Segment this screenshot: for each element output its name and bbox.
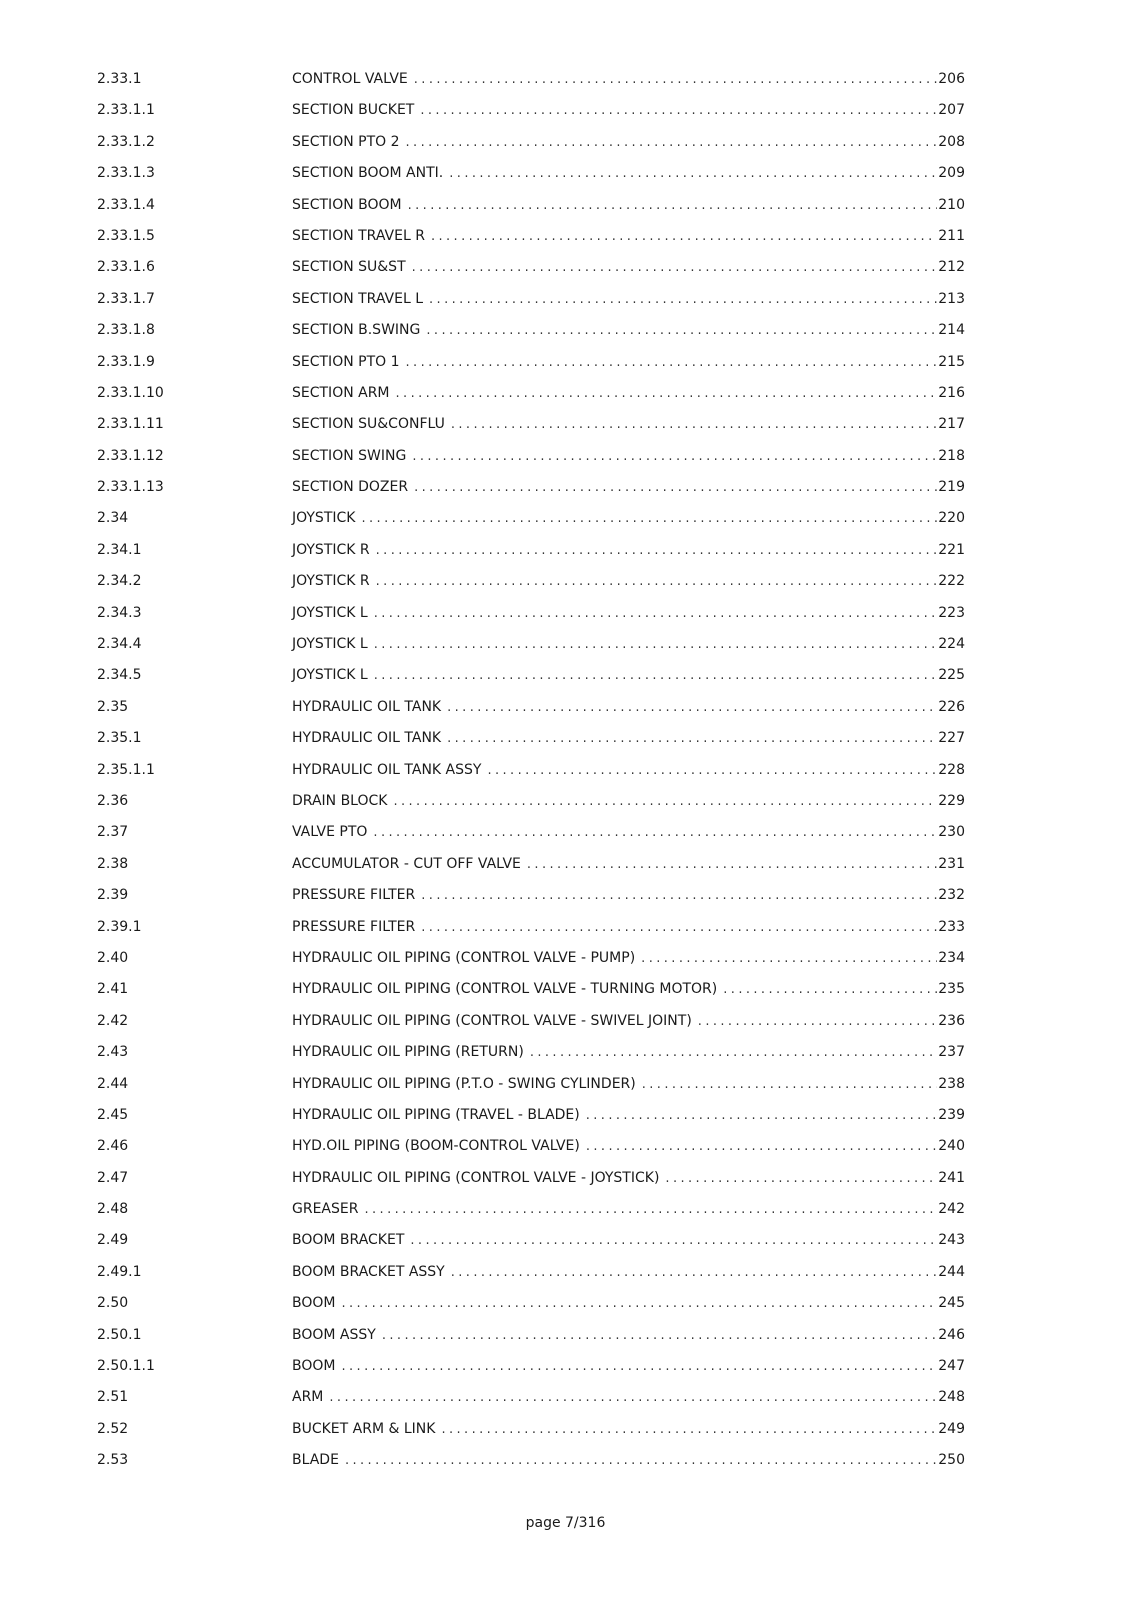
toc-section-title: SECTION TRAVEL L: [292, 290, 423, 307]
toc-page-number: 231: [938, 855, 965, 872]
toc-section-number: 2.33.1.12: [97, 447, 164, 464]
toc-row[interactable]: [0, 660, 1131, 691]
toc-entry-line: [292, 133, 965, 152]
toc-entry-line: [292, 164, 965, 183]
toc-row[interactable]: [0, 190, 1131, 221]
dot-leader: [665, 1170, 937, 1188]
toc-row[interactable]: [0, 849, 1131, 880]
toc-section-number: 2.38: [97, 855, 129, 872]
toc-entry-line: [292, 258, 965, 277]
toc-page-number: 235: [938, 981, 965, 998]
toc-section-number: 2.33.1: [97, 71, 142, 87]
toc-section-title: BOOM: [292, 1295, 336, 1312]
toc-entry-line: [292, 604, 965, 623]
toc-section-title: JOYSTICK: [292, 510, 356, 527]
toc-entry-line: [292, 447, 965, 466]
toc-row[interactable]: [0, 598, 1131, 629]
toc-section-title: SECTION BUCKET: [292, 102, 415, 119]
toc-row[interactable]: [0, 158, 1131, 189]
toc-page-number: 245: [938, 1295, 965, 1312]
toc-row[interactable]: [0, 1414, 1131, 1445]
dot-leader: [410, 1232, 937, 1250]
toc-section-number: 2.34.3: [97, 604, 142, 621]
dot-leader: [530, 1044, 937, 1062]
toc-entry-line: [292, 1200, 965, 1219]
toc-entry-line: [292, 196, 965, 215]
toc-page-number: 233: [938, 918, 965, 935]
toc-row[interactable]: [0, 1225, 1131, 1256]
toc-row[interactable]: [0, 912, 1131, 943]
toc-entry-line: [292, 1043, 965, 1062]
toc-section-title: SECTION DOZER: [292, 479, 409, 496]
toc-page-number: 226: [938, 698, 965, 715]
toc-row[interactable]: [0, 378, 1131, 409]
dot-leader: [329, 1389, 937, 1407]
toc-entry-line: [292, 855, 965, 874]
toc-section-number: 2.44: [97, 1075, 129, 1092]
toc-row[interactable]: [0, 441, 1131, 472]
dot-leader: [431, 228, 937, 246]
toc-page-number: 228: [938, 761, 965, 778]
dot-leader: [641, 950, 937, 968]
toc-page-number: 227: [938, 730, 965, 747]
toc-page-number: 210: [938, 196, 965, 213]
toc-section-title: HYDRAULIC OIL PIPING (TRAVEL - BLADE): [292, 1106, 580, 1123]
toc-section-title: SECTION ARM: [292, 384, 390, 401]
toc-section-title: JOYSTICK L: [292, 636, 368, 653]
toc-page-number: 224: [938, 636, 965, 653]
toc-row[interactable]: [0, 409, 1131, 440]
table-of-contents: [0, 64, 1131, 1477]
toc-page-number: 242: [938, 1201, 965, 1218]
toc-section-number: 2.50.1.1: [97, 1358, 155, 1375]
dot-leader: [586, 1107, 938, 1125]
toc-entry-line: [292, 1388, 965, 1407]
toc-entry-line: [292, 1169, 965, 1188]
toc-entry-line: [292, 823, 965, 842]
toc-page-number: 238: [938, 1075, 965, 1092]
toc-section-number: 2.43: [97, 1044, 129, 1061]
toc-section-number: 2.53: [97, 1452, 129, 1469]
toc-page-number: 208: [938, 133, 965, 150]
toc-row[interactable]: [0, 1037, 1131, 1068]
toc-entry-line: [292, 101, 965, 120]
toc-entry-line: [292, 509, 965, 528]
toc-row[interactable]: [0, 127, 1131, 158]
toc-section-title: HYDRAULIC OIL TANK: [292, 698, 442, 715]
toc-section-title: BLADE: [292, 1452, 339, 1469]
toc-page-number: 241: [938, 1169, 965, 1186]
toc-section-number: 2.36: [97, 792, 129, 809]
dot-leader: [408, 197, 938, 215]
toc-row[interactable]: [0, 95, 1131, 126]
toc-entry-line: [292, 1137, 965, 1156]
toc-page-number: 223: [938, 604, 965, 621]
dot-leader: [586, 1138, 937, 1156]
toc-section-title: ACCUMULATOR - CUT OFF VALVE: [292, 855, 521, 872]
dot-leader: [429, 291, 937, 309]
toc-page-number: 220: [938, 510, 965, 527]
toc-page-number: 209: [938, 165, 965, 182]
toc-section-number: 2.33.1.2: [97, 133, 155, 150]
toc-row[interactable]: [0, 252, 1131, 283]
toc-entry-line: [292, 1451, 965, 1470]
toc-section-number: 2.34.2: [97, 573, 142, 590]
toc-entry-line: [292, 1326, 965, 1345]
toc-section-title: HYDRAULIC OIL PIPING (CONTROL VALVE - PUMP): [292, 949, 636, 966]
toc-section-number: 2.52: [97, 1420, 129, 1437]
toc-section-title: BOOM: [292, 1358, 336, 1375]
toc-page-number: 225: [938, 667, 965, 684]
toc-entry-line: [292, 290, 965, 309]
dot-leader: [412, 259, 938, 277]
toc-section-number: 2.41: [97, 981, 129, 998]
toc-entry-line: [292, 1106, 965, 1125]
toc-entry-line: [292, 572, 965, 591]
toc-page-number: 250: [938, 1452, 965, 1469]
dot-leader: [374, 605, 938, 623]
toc-section-title: SECTION TRAVEL R: [292, 227, 425, 244]
toc-page-number: 221: [938, 541, 965, 558]
dot-leader: [382, 1327, 937, 1345]
toc-row[interactable]: [0, 786, 1131, 817]
toc-section-number: 2.45: [97, 1106, 129, 1123]
toc-row[interactable]: [0, 817, 1131, 848]
toc-page-number: 232: [938, 887, 965, 904]
toc-section-number: 2.47: [97, 1169, 129, 1186]
toc-page-number: 248: [938, 1389, 965, 1406]
toc-section-title: PRESSURE FILTER: [292, 887, 416, 904]
dot-leader: [441, 1421, 937, 1439]
toc-row[interactable]: [0, 315, 1131, 346]
toc-page-number: 239: [938, 1106, 965, 1123]
toc-section-title: HYDRAULIC OIL PIPING (CONTROL VALVE - JOYSTICK): [292, 1169, 660, 1186]
toc-page-number: 243: [938, 1232, 965, 1249]
toc-entry-line: [292, 698, 965, 717]
dot-leader: [376, 542, 938, 560]
toc-section-number: 2.48: [97, 1201, 129, 1218]
toc-section-title: BUCKET ARM & LINK: [292, 1420, 436, 1437]
toc-entry-line: [292, 1075, 965, 1094]
toc-entry-line: [292, 478, 965, 497]
toc-row[interactable]: [0, 1320, 1131, 1351]
toc-section-title: JOYSTICK R: [292, 573, 370, 590]
toc-entry-line: [292, 1231, 965, 1250]
toc-section-number: 2.34.5: [97, 667, 142, 684]
toc-page-number: 240: [938, 1138, 965, 1155]
toc-section-number: 2.33.1.9: [97, 353, 155, 370]
toc-section-title: SECTION PTO 1: [292, 353, 400, 370]
toc-section-title: HYDRAULIC OIL TANK ASSY: [292, 761, 482, 778]
dot-leader: [406, 134, 938, 152]
dot-leader: [451, 416, 937, 434]
toc-page-number: 237: [938, 1044, 965, 1061]
toc-page-number: 206: [938, 71, 965, 87]
toc-page-number: 247: [938, 1358, 965, 1375]
toc-row[interactable]: [0, 284, 1131, 315]
toc-entry-line: [292, 792, 965, 811]
toc-row[interactable]: [0, 974, 1131, 1005]
toc-entry-line: [292, 761, 965, 780]
toc-page-number: 230: [938, 824, 965, 841]
toc-entry-line: [292, 353, 965, 372]
toc-row[interactable]: [0, 692, 1131, 723]
toc-entry-line: [292, 415, 965, 434]
toc-section-title: SECTION BOOM ANTI.: [292, 165, 444, 182]
toc-section-title: JOYSTICK R: [292, 541, 370, 558]
toc-page-number: 234: [938, 949, 965, 966]
dot-leader: [421, 919, 937, 937]
toc-row[interactable]: [0, 1069, 1131, 1100]
toc-page-number: 217: [938, 416, 965, 433]
toc-section-number: 2.35: [97, 698, 129, 715]
toc-section-number: 2.33.1.11: [97, 416, 164, 433]
page-number-footer: page 7/316: [525, 1515, 606, 1531]
toc-row[interactable]: [0, 1100, 1131, 1131]
dot-leader: [341, 1295, 937, 1313]
toc-page-number: 214: [938, 322, 965, 339]
toc-section-number: 2.33.1.4: [97, 196, 155, 213]
toc-section-number: 2.46: [97, 1138, 129, 1155]
toc-page-number: 229: [938, 792, 965, 809]
toc-entry-line: [292, 729, 965, 748]
toc-section-number: 2.39: [97, 887, 129, 904]
toc-entry-line: [292, 949, 965, 968]
toc-section-number: 2.51: [97, 1389, 129, 1406]
dot-leader: [447, 730, 937, 748]
toc-page-number: 211: [938, 227, 965, 244]
toc-section-number: 2.34.1: [97, 541, 142, 558]
toc-page-number: 207: [938, 102, 965, 119]
toc-section-number: 2.49: [97, 1232, 129, 1249]
toc-row[interactable]: [0, 1194, 1131, 1225]
dot-leader: [527, 856, 937, 874]
dot-leader: [642, 1076, 938, 1094]
toc-row[interactable]: [0, 880, 1131, 911]
toc-entry-line: [292, 886, 965, 905]
toc-row[interactable]: [0, 1382, 1131, 1413]
toc-section-title: JOYSTICK L: [292, 667, 368, 684]
toc-section-title: VALVE PTO: [292, 824, 368, 841]
dot-leader: [373, 824, 937, 842]
toc-section-title: SECTION PTO 2: [292, 133, 400, 150]
toc-section-number: 2.35.1: [97, 730, 142, 747]
dot-leader: [374, 667, 938, 685]
toc-section-title: HYDRAULIC OIL TANK: [292, 730, 442, 747]
toc-row[interactable]: [0, 755, 1131, 786]
toc-section-title: SECTION BOOM: [292, 196, 402, 213]
toc-section-title: HYDRAULIC OIL PIPING (CONTROL VALVE - SWIVEL JOINT): [292, 1012, 692, 1029]
dot-leader: [487, 762, 937, 780]
toc-page-number: 218: [938, 447, 965, 464]
toc-section-title: DRAIN BLOCK: [292, 792, 388, 809]
toc-section-number: 2.33.1.7: [97, 290, 155, 307]
dot-leader: [414, 71, 938, 89]
toc-page-number: 216: [938, 384, 965, 401]
toc-section-title: BOOM BRACKET ASSY: [292, 1263, 445, 1280]
dot-leader: [414, 479, 937, 497]
dot-leader: [451, 1264, 938, 1282]
toc-entry-line: [292, 1012, 965, 1031]
toc-entry-line: [292, 980, 965, 999]
toc-section-number: 2.49.1: [97, 1263, 142, 1280]
toc-row[interactable]: [0, 943, 1131, 974]
toc-section-number: 2.34.4: [97, 636, 142, 653]
toc-entry-line: [292, 1357, 965, 1376]
toc-section-title: SECTION SU&CONFLU: [292, 416, 445, 433]
dot-leader: [420, 102, 937, 120]
toc-row[interactable]: [0, 1163, 1131, 1194]
toc-page-number: 249: [938, 1420, 965, 1437]
toc-section-title: SECTION B.SWING: [292, 322, 421, 339]
toc-row[interactable]: [0, 472, 1131, 503]
toc-section-title: SECTION SU&ST: [292, 259, 406, 276]
toc-entry-line: [292, 1420, 965, 1439]
toc-row[interactable]: [0, 1445, 1131, 1476]
toc-row[interactable]: [0, 629, 1131, 660]
dot-leader: [412, 448, 937, 466]
dot-leader: [341, 1358, 937, 1376]
dot-leader: [698, 1013, 937, 1031]
toc-section-number: 2.37: [97, 824, 129, 841]
toc-row[interactable]: [0, 1131, 1131, 1162]
toc-row[interactable]: [0, 566, 1131, 597]
dot-leader: [396, 385, 938, 403]
dot-leader: [364, 1201, 937, 1219]
toc-page-number: 244: [938, 1263, 965, 1280]
toc-page-number: 219: [938, 479, 965, 496]
toc-section-number: 2.33.1.10: [97, 384, 164, 401]
toc-row[interactable]: [0, 1006, 1131, 1037]
toc-entry-line: [292, 227, 965, 246]
toc-row[interactable]: [0, 1257, 1131, 1288]
dot-leader: [426, 322, 937, 340]
dot-leader: [361, 510, 937, 528]
toc-section-title: HYDRAULIC OIL PIPING (CONTROL VALVE - TURNING MOTOR): [292, 981, 718, 998]
toc-row[interactable]: [0, 64, 1131, 95]
toc-section-title: BOOM BRACKET: [292, 1232, 405, 1249]
toc-section-number: 2.33.1.6: [97, 259, 155, 276]
toc-section-title: HYD.OIL PIPING (BOOM-CONTROL VALVE): [292, 1138, 580, 1155]
toc-row[interactable]: [0, 723, 1131, 754]
toc-section-title: HYDRAULIC OIL PIPING (RETURN): [292, 1044, 524, 1061]
toc-row[interactable]: [0, 535, 1131, 566]
toc-section-number: 2.40: [97, 949, 129, 966]
toc-section-number: 2.33.1.13: [97, 479, 164, 496]
toc-page-number: 236: [938, 1012, 965, 1029]
toc-section-title: GREASER: [292, 1201, 359, 1218]
dot-leader: [345, 1452, 937, 1470]
toc-entry-line: [292, 541, 965, 560]
dot-leader: [374, 636, 938, 654]
toc-section-number: 2.50: [97, 1295, 129, 1312]
toc-page-number: 212: [938, 259, 965, 276]
toc-entry-line: [292, 321, 965, 340]
toc-entry-line: [292, 666, 965, 685]
toc-entry-line: [292, 384, 965, 403]
toc-entry-line: [292, 1294, 965, 1313]
toc-entry-line: [292, 918, 965, 937]
toc-entry-line: [292, 1263, 965, 1282]
dot-leader: [406, 354, 938, 372]
toc-row[interactable]: [0, 1351, 1131, 1382]
toc-section-number: 2.39.1: [97, 918, 142, 935]
toc-section-number: 2.33.1.5: [97, 227, 155, 244]
toc-page-number: 215: [938, 353, 965, 370]
toc-section-title: CONTROL VALVE: [292, 71, 408, 87]
toc-page-number: 222: [938, 573, 965, 590]
toc-section-number: 2.33.1.8: [97, 322, 155, 339]
toc-section-number: 2.50.1: [97, 1326, 142, 1343]
toc-section-number: 2.35.1.1: [97, 761, 155, 778]
toc-section-title: SECTION SWING: [292, 447, 407, 464]
dot-leader: [723, 981, 937, 999]
toc-entry-line: [292, 635, 965, 654]
toc-section-number: 2.33.1.3: [97, 165, 155, 182]
toc-section-number: 2.33.1.1: [97, 102, 155, 119]
dot-leader: [376, 573, 938, 591]
dot-leader: [421, 887, 937, 905]
toc-entry-line: [292, 70, 965, 89]
dot-leader: [449, 165, 937, 183]
toc-section-number: 2.34: [97, 510, 129, 527]
dot-leader: [393, 793, 937, 811]
toc-row[interactable]: [0, 503, 1131, 534]
toc-section-title: PRESSURE FILTER: [292, 918, 416, 935]
toc-section-title: ARM: [292, 1389, 324, 1406]
toc-section-number: 2.42: [97, 1012, 129, 1029]
toc-row[interactable]: [0, 1288, 1131, 1319]
toc-section-title: HYDRAULIC OIL PIPING (P.T.O - SWING CYLINDER): [292, 1075, 636, 1092]
toc-section-title: BOOM ASSY: [292, 1326, 376, 1343]
dot-leader: [447, 699, 937, 717]
toc-row[interactable]: [0, 347, 1131, 378]
toc-section-title: JOYSTICK L: [292, 604, 368, 621]
toc-row[interactable]: [0, 221, 1131, 252]
toc-page-number: 213: [938, 290, 965, 307]
toc-page-number: 246: [938, 1326, 965, 1343]
